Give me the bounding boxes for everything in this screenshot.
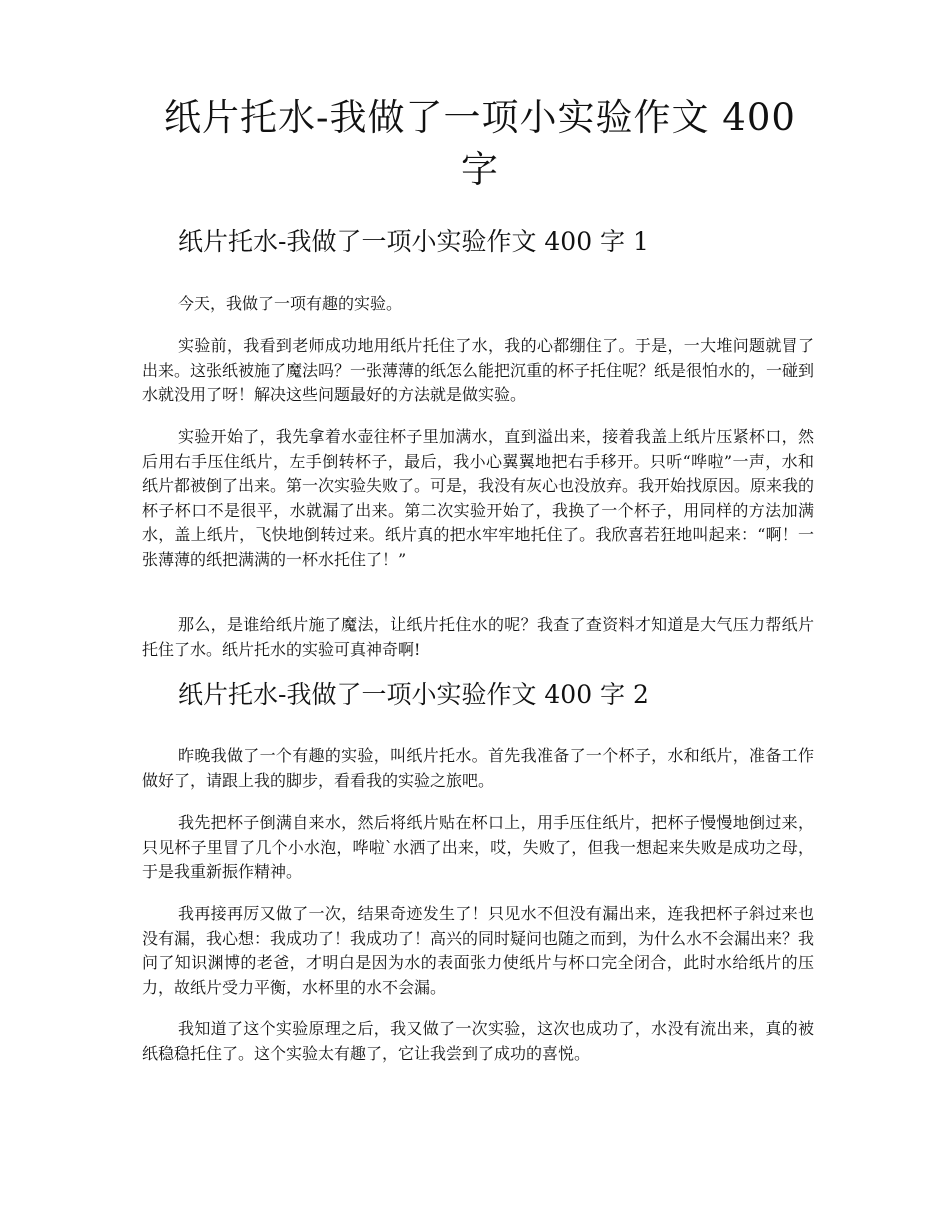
section-1-paragraph-1: 今天，我做了一项有趣的实验。 bbox=[178, 294, 403, 313]
section-2-paragraph-2: 我先把杯子倒满自来水，然后将纸片贴在杯口上，用手压住纸片，把杯子慢慢地倒过来，只见杯子里冒了几个小水泡，哗啦`水洒了出来，哎，失败了，但我一想起来失败是成功之母，于是我重新振作精神。 bbox=[142, 813, 814, 881]
section-2-paragraph-4: 我知道了这个实验原理之后，我又做了一次实验，这次也成功了，水没有流出来，真的被纸稳稳托住了。这个实验太有趣了，它让我尝到了成功的喜悦。 bbox=[142, 1019, 814, 1063]
section-1-paragraph-2: 实验前，我看到老师成功地用纸片托住了水，我的心都绷住了。于是，一大堆问题就冒了出来。这张纸被施了魔法吗？一张薄薄的纸怎么能把沉重的杯子托住呢？纸是很怕水的，一碰到水就没用了呀！解决这些问题最好的方法就是做实验。 bbox=[142, 336, 815, 404]
section-2-paragraph-3: 我再接再厉又做了一次，结果奇迹发生了！只见水不但没有漏出来，连我把杯子斜过来也没有漏，我心想：我成功了！我成功了！高兴的同时疑问也随之而到，为什么水不会漏出来？我问了知识渊博的老爸，才明白是因为水的表面张力使纸片与杯口完全闭合，此时水给纸片的压力，故纸片受力平衡，水杯里的水不会漏。 bbox=[142, 904, 815, 997]
section-2-paragraph-1: 昨晚我做了一个有趣的实验，叫纸片托水。首先我准备了一个杯子，水和纸片，准备工作做好了，请跟上我的脚步，看看我的实验之旅吧。 bbox=[142, 746, 814, 790]
section-heading-1: 纸片托水-我做了一项小实验作文 400 字 1 bbox=[178, 227, 649, 256]
section-1-paragraph-3: 实验开始了，我先拿着水壶往杯子里加满水，直到溢出来，接着我盖上纸片压紧杯口，然后用右手压住纸片，左手倒转杯子，最后，我小心翼翼地把右手移开。只听“哗啦”一声，水和纸片都被倒了出来。第一次实验失败了。可是，我没有灰心也没放弃。我开始找原因。原来我的杯子杯口不是很平，水就漏了出来。第二次实验开始了，我换了一个杯子，用同样的方法加满水，盖上纸片，飞快地倒转过来。纸片真的把水牢牢地托住了。我欣喜若狂地叫起来：“啊！一张薄薄的纸把满满的一杯水托住了！” bbox=[142, 427, 815, 569]
document-title: 纸片托水-我做了一项小实验作文 400 字 bbox=[164, 96, 796, 191]
section-1-paragraph-4: 那么，是谁给纸片施了魔法，让纸片托住水的呢？我查了查资料才知道是大气压力帮纸片托住了水。纸片托水的实验可真神奇啊! bbox=[142, 615, 814, 659]
section-heading-2: 纸片托水-我做了一项小实验作文 400 字 2 bbox=[178, 680, 649, 709]
